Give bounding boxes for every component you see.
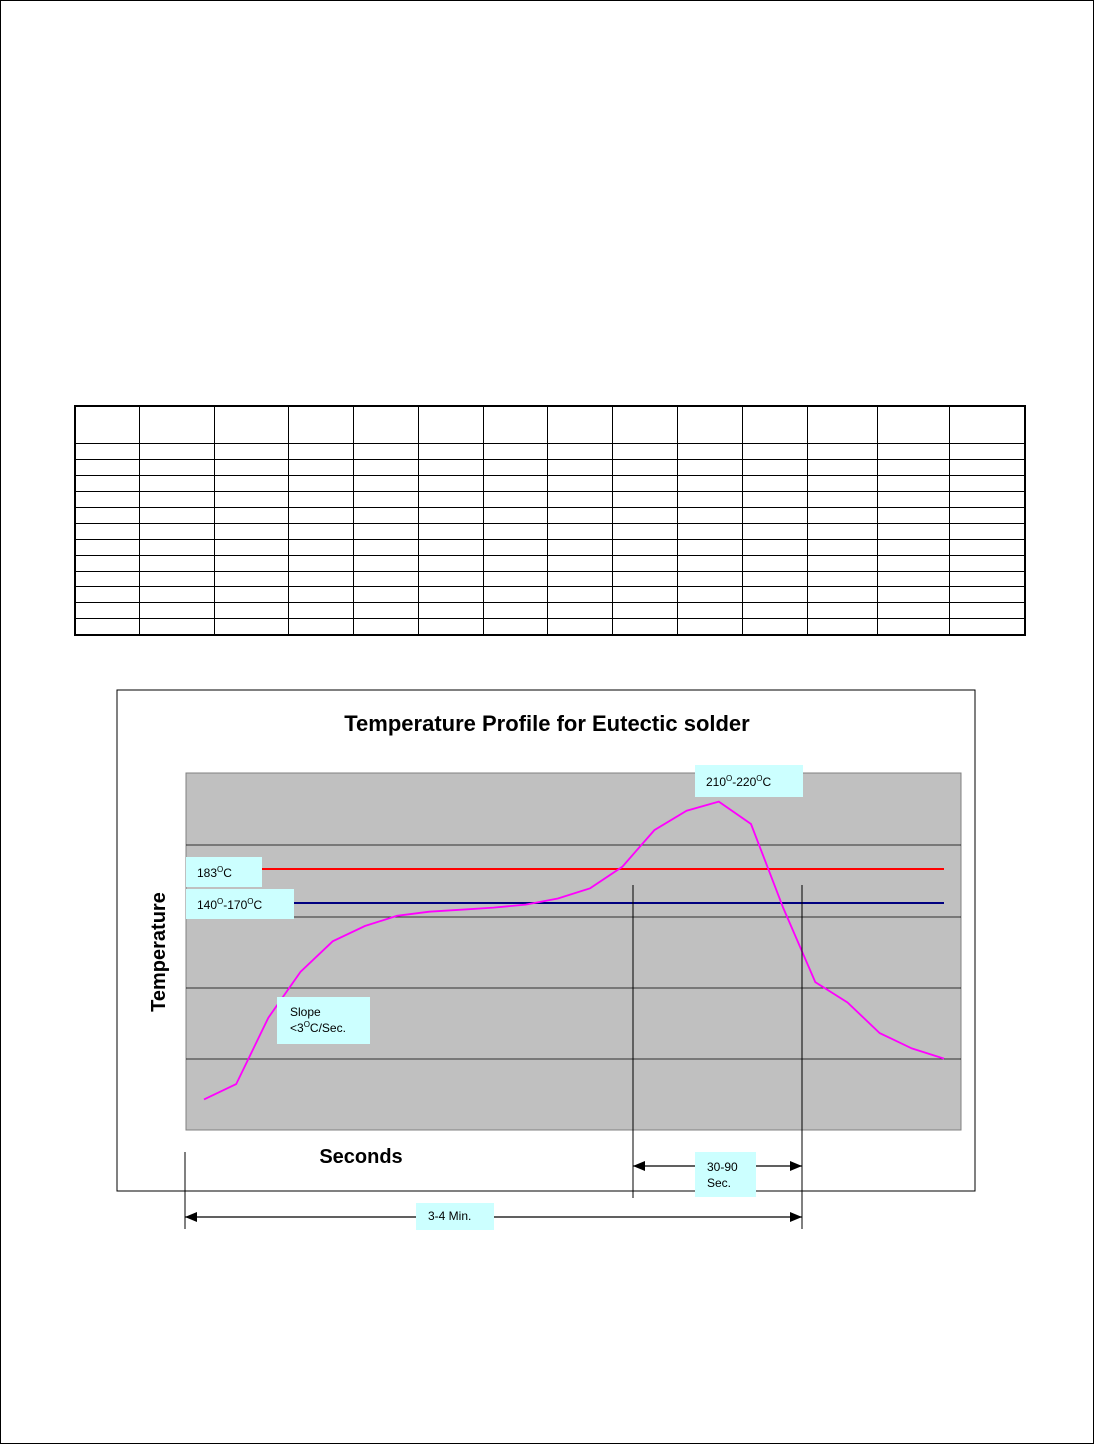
reflow-window-callout (695, 1152, 756, 1197)
liquidus-unit: C (223, 866, 232, 880)
chart-title: Temperature Profile for Eutectic solder (344, 711, 750, 736)
reflow-window-range: 30-90 (707, 1160, 738, 1174)
peak-temp-degree-1: O (726, 774, 733, 783)
preheat-unit: C (253, 898, 263, 912)
svg-text:183OC (197, 865, 232, 880)
total-time-callout (416, 1203, 494, 1230)
y-axis-label: Temperature (148, 892, 170, 1012)
peak-temp-degree-2: O (756, 774, 763, 783)
plot-area (186, 773, 961, 1130)
svg-text:<3OC/Sec. (290, 1020, 346, 1035)
preheat-degree-1: O (217, 897, 224, 906)
preheat-callout (186, 889, 294, 919)
slope-limit: <3 (290, 1021, 304, 1035)
slope-callout (277, 997, 370, 1044)
peak-temp-callout (695, 765, 803, 797)
liquidus-temp: 183 (197, 866, 218, 880)
peak-temp-mid: -220 (732, 775, 757, 789)
slope-unit: C/Sec. (309, 1021, 346, 1035)
peak-temp-suffix: C (762, 775, 772, 789)
total-time-label: 3-4 Min. (428, 1209, 472, 1223)
peak-temp-prefix: 210 (706, 775, 727, 789)
slope-label: Slope (290, 1005, 321, 1019)
liquidus-callout (186, 857, 262, 887)
svg-text:140O-170OC (197, 897, 263, 912)
reflow-window-unit: Sec. (707, 1176, 732, 1190)
preheat-degree-2: O (247, 897, 254, 906)
x-axis-label: Seconds (319, 1146, 403, 1168)
preheat-temp-high: -170 (223, 898, 248, 912)
liquidus-degree: O (217, 865, 224, 874)
slope-degree: O (303, 1020, 310, 1029)
svg-text:210O-220OC (706, 774, 772, 789)
preheat-temp-low: 140 (197, 898, 218, 912)
